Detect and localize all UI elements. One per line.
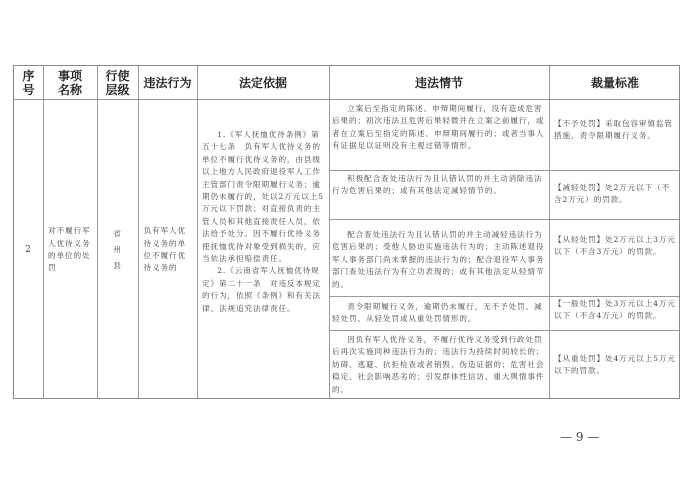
- standard-no-penalty: 【不予处罚】采取包容审慎监管措施，责令限期履行义务。: [554, 119, 673, 141]
- divider: [329, 219, 679, 220]
- divider: [549, 66, 550, 398]
- header-seq: 序号: [22, 68, 35, 97]
- divider: [197, 66, 198, 398]
- header-level: 行使层级: [105, 68, 130, 97]
- row-level: 省州县: [113, 229, 122, 270]
- row-legal-basis: [202, 129, 326, 315]
- standard-general: 【一般处罚】处3万元以上4万元以下（不含4万元）的罚款。: [554, 299, 676, 321]
- header-legal-basis: 法定依据: [238, 75, 287, 90]
- row-violation: 负有军人优待义务的单位不履行优待义务的: [143, 226, 186, 273]
- header-standard: 裁量标准: [590, 75, 639, 90]
- divider: [329, 296, 679, 297]
- standard-mitigated: 【减轻处罚】处2万元以下（不含2万元）的罚款。: [554, 183, 671, 205]
- legal-basis-2: 2.《云南省军人抚恤优待规定》第二十一条 对违反本规定的行为，依照《条例》和有关法律、法规追究法律责任。: [202, 266, 321, 313]
- circumstance-general: 责令限期履行义务，逾期仍未履行，无不予处罚、减轻处罚、从轻处罚或从重处罚情形的。: [332, 302, 543, 324]
- circumstance-lenient: 配合查处违法行为且认错认罚的并主动减轻违法行为危害后果的；受他人胁迫实施违法行为的；主动陈述退役军人事务部门尚未掌握的违法行为的；配合退役军人事务部门查处违法行为有立功表现的；或有其他法定从轻情节的。: [332, 230, 545, 289]
- standard-severe: 【从重处罚】处4万元以上5万元以下的罚款。: [554, 354, 676, 376]
- circumstance-mitigated: 积极配合查处违法行为且认错认罚的并主动消除违法行为危害后果的；或有其他法定减轻情节的。: [332, 174, 543, 196]
- header-circumstances: 违法情节: [414, 75, 463, 90]
- header-violation: 违法行为: [143, 75, 192, 90]
- row-seq: 2: [25, 244, 32, 255]
- divider: [329, 330, 679, 331]
- divider: [329, 170, 679, 171]
- penalty-discretion-table: [13, 65, 680, 399]
- page-number: — 9 —: [560, 430, 600, 444]
- divider: [329, 66, 330, 398]
- standard-lenient: 【从轻处罚】处2万元以上3万元以下（不含3万元）的罚款。: [554, 235, 676, 257]
- circumstance-no-penalty: 立案后至指定的陈述、申辩期间履行，没有造成危害后果的；初次违法且危害后果轻微并在立案之前履行，或者在立案后至指定的陈述、申辩期间履行的；或者当事人有证据足以证明没有主观过错等情形。: [332, 104, 545, 151]
- circumstance-severe: 因负有军人优待义务，不履行优待义务受到行政处罚后再次实施同种违法行为的；违法行为持续时间较长的；妨碍、逃避、抗拒检查或者销毁、伪造证据的；危害社会稳定、社会影响恶劣的；引发群体性信访、重大舆情事件的。: [332, 335, 545, 394]
- legal-basis-1: 1.《军人抚恤优待条例》第五十七条 负有军人优待义务的单位不履行优待义务的，由县级以上地方人民政府退役军人工作主管部门责令限期履行义务；逾期仍未履行的，处以2万元以上5万元以下罚款；对直接负责的主管人员和其他直接责任人员，依法给予处分。因不履行优待义务使抚恤优待对象受到损失的，应当依法承担赔偿责任。: [202, 130, 324, 264]
- row-item-name: 对不履行军人优待义务的单位的处罚: [48, 226, 91, 273]
- header-item: 事项名称: [57, 68, 82, 97]
